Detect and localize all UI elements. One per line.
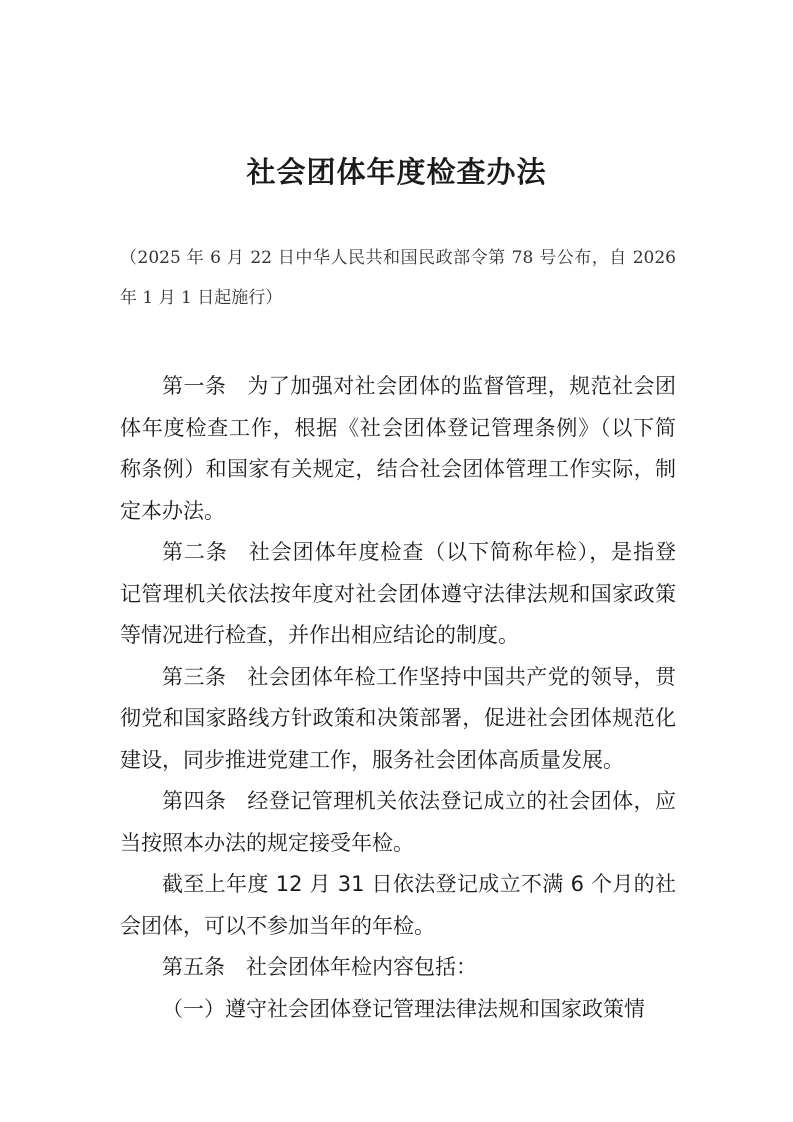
article-5-item-1 <box>120 989 676 1031</box>
promulgation-note: （2025 年 6 月 22 日中华人民共和国民政部令第 78 号公布，自 2026 年 1 月 1 日起施行） <box>120 248 676 308</box>
document-title: 社会团体年度检查办法 <box>246 155 547 189</box>
article-number: 第四条 <box>162 789 227 813</box>
article-4 <box>120 781 676 864</box>
article-text: 社会团体年检工作坚持中国共产党的领导，贯彻党和国家路线方针政策和决策部署，促进社会团体规范化建设，同步推进党建工作，服务社会团体高质量发展。 <box>120 664 677 772</box>
article-text: 经登记管理机关依法登记成立的社会团体，应当按照本办法的规定接受年检。 <box>120 789 677 855</box>
paragraph-text: 截至上年度 12 月 31 日依法登记成立不满 6 个月的社会团体，可以不参加当年的年检。 <box>120 872 676 938</box>
document-body <box>120 366 676 1030</box>
article-number: 第二条 <box>162 540 228 564</box>
article-5 <box>120 947 676 989</box>
article-text: 社会团体年检内容包括： <box>246 955 477 979</box>
article-number: 第一条 <box>162 374 227 398</box>
article-4-paragraph-2 <box>120 864 676 947</box>
article-1 <box>120 366 676 532</box>
article-3 <box>120 657 676 782</box>
article-text: 为了加强对社会团体的监督管理，规范社会团体年度检查工作，根据《社会团体登记管理条例》（以下简称条例）和国家有关规定，结合社会团体管理工作实际，制定本办法。 <box>120 374 677 523</box>
item-text: （一）遵守社会团体登记管理法律法规和国家政策情 <box>162 996 645 1021</box>
article-number: 第五条 <box>162 955 225 979</box>
article-number: 第三条 <box>162 664 227 689</box>
article-text: 社会团体年度检查（以下简称年检），是指登记管理机关依法按年度对社会团体遵守法律法规和国家政策等情况进行检查，并作出相应结论的制度。 <box>120 540 676 647</box>
article-2 <box>120 532 676 657</box>
